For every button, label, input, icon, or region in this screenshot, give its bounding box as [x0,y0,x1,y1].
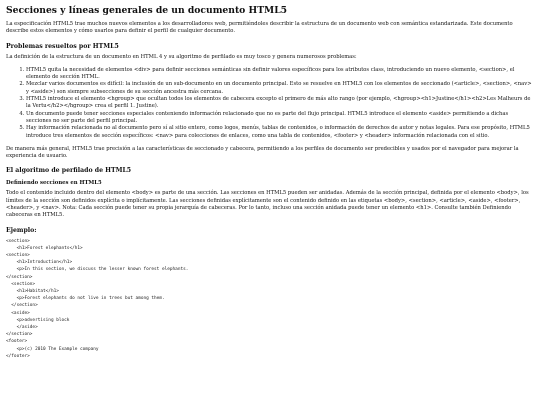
list-item: 3. HTML5 introduce el elemento <hgroup> que ocultan todos los elementos de cabecera excepto el primero de más alto rango (por ejemplo, <hgroup><h1>Justine</h1><h2>Les Malheurs de la Vertu</h2></hgroup> crea el perfil 1. Justine). [26,96,534,111]
code-line: <p>Forest elephants do not live in trees but among them. [6,296,165,302]
code-line: <section> [6,281,36,287]
example-heading: Ejemplo: [6,226,37,234]
page-title: Secciones y líneas generales de un documento HTML5 [6,5,288,16]
code-line: <p>In this section, we discuss the lesser known forest elephants. [6,267,189,273]
code-line: </footer> [6,353,30,359]
code-line: </section> [6,274,33,280]
problems-intro: La definición de la estructura de un documento en HTML 4 y su algoritmo de perfilado es muy tosco y genera numerosos problemas: [6,53,357,60]
code-line: </aside> [6,325,38,331]
code-line: <h1>Forest elephants</h1> [6,245,83,251]
list-item: 4. Un documento puede tener secciones especiales conteniendo información relacionado que no es parte del flujo principal. HTML5 introduce el elemento <aside> permitiendo a dichas secciones no ser parte del perfil principal. [26,111,534,126]
code-line: <footer> [6,339,28,345]
intro-paragraph: La especificación HTML5 trae muchos nuevos elementos a los desarrolladores web, permitiéndoles describir la estructura de un documento web con semántica estandarizada. Este documento describe estos elementos y cómo usarlos para definir el perfil de cualquier documento. [6,21,513,35]
code-line: </section> [6,303,38,309]
code-example [6,238,534,360]
code-line: <h1>Habitat</h1> [6,289,59,295]
list-item: 5. Hay información relacionada no al documento pero sí al sitio entero, como logos, menús, tablas de contenidos, o información de derechos de autor y notas legales. Para ese propósito, HTML5 introduce tres elementos de sección específicos: <nav> para colecciones de enlaces, como una tabla de contenidos, <footer> y <header> información relacionada con el sitio. [26,125,534,140]
code-line: <p>advertising block [6,317,70,323]
code-line: </section> [6,332,33,338]
algorithm-heading: El algoritmo de perfilado de HTML5 [6,167,132,175]
code-line: <section> [6,253,30,259]
code-line: <p>(c) 2010 The Example company [6,346,99,352]
list-item: 2. Mezclar varios documentos es difícil: la inclusión de un sub-documento en un documento principal. Esto se resuelve en HTML5 con los elementos de seccionado (<article>, <section>, <nav> y <aside>) son siempre subsecciones de su sección ancestra más cercana. [26,81,534,96]
code-line: <h1>Introduction</h1> [6,260,73,266]
sections-paragraph: Todo el contenido incluido dentro del elemento <body> es parte de una sección. Las secciones en HTML5 pueden ser anidadas. Además de la sección principal, definida por el elemento <body>, los límites de la sección son definidos explícita o implícitamente. Las secciones definidas explícitamente son el contenido definido en las etiquetas <body>, <section>, <article>, <aside>, <footer>, <header>, y <nav>. Nota: Cada sección puede tener su propia jerarquía de cabeceras. Por lo tanto, incluso una sección anidada puede tener un elemento <h1>. Consulte también Definiendo cabeceras en HTML5. [6,190,529,219]
code-line: <section> [6,238,30,244]
code-line: <aside> [6,310,30,316]
problems-list [6,67,534,140]
list-item: 1. HTML5 quita la necesidad de elementos <div> para definir secciones semánticas sin definir valores específicos para los atributos class, introduciendo un nuevo elemento, <section>, el elemento de sección HTML. [26,67,534,82]
problems-conclusion: De manera más general, HTML5 trae precisión a las características de seccionado y cabecera, permitiendo a los perfiles de documento ser predecibles y usados por el navegador para mejorar la experiencia de usuario. [6,145,519,160]
sections-subheading: Definiendo secciones en HTML5 [6,180,102,187]
problems-heading: Problemas resueltos por HTML5 [6,42,119,50]
